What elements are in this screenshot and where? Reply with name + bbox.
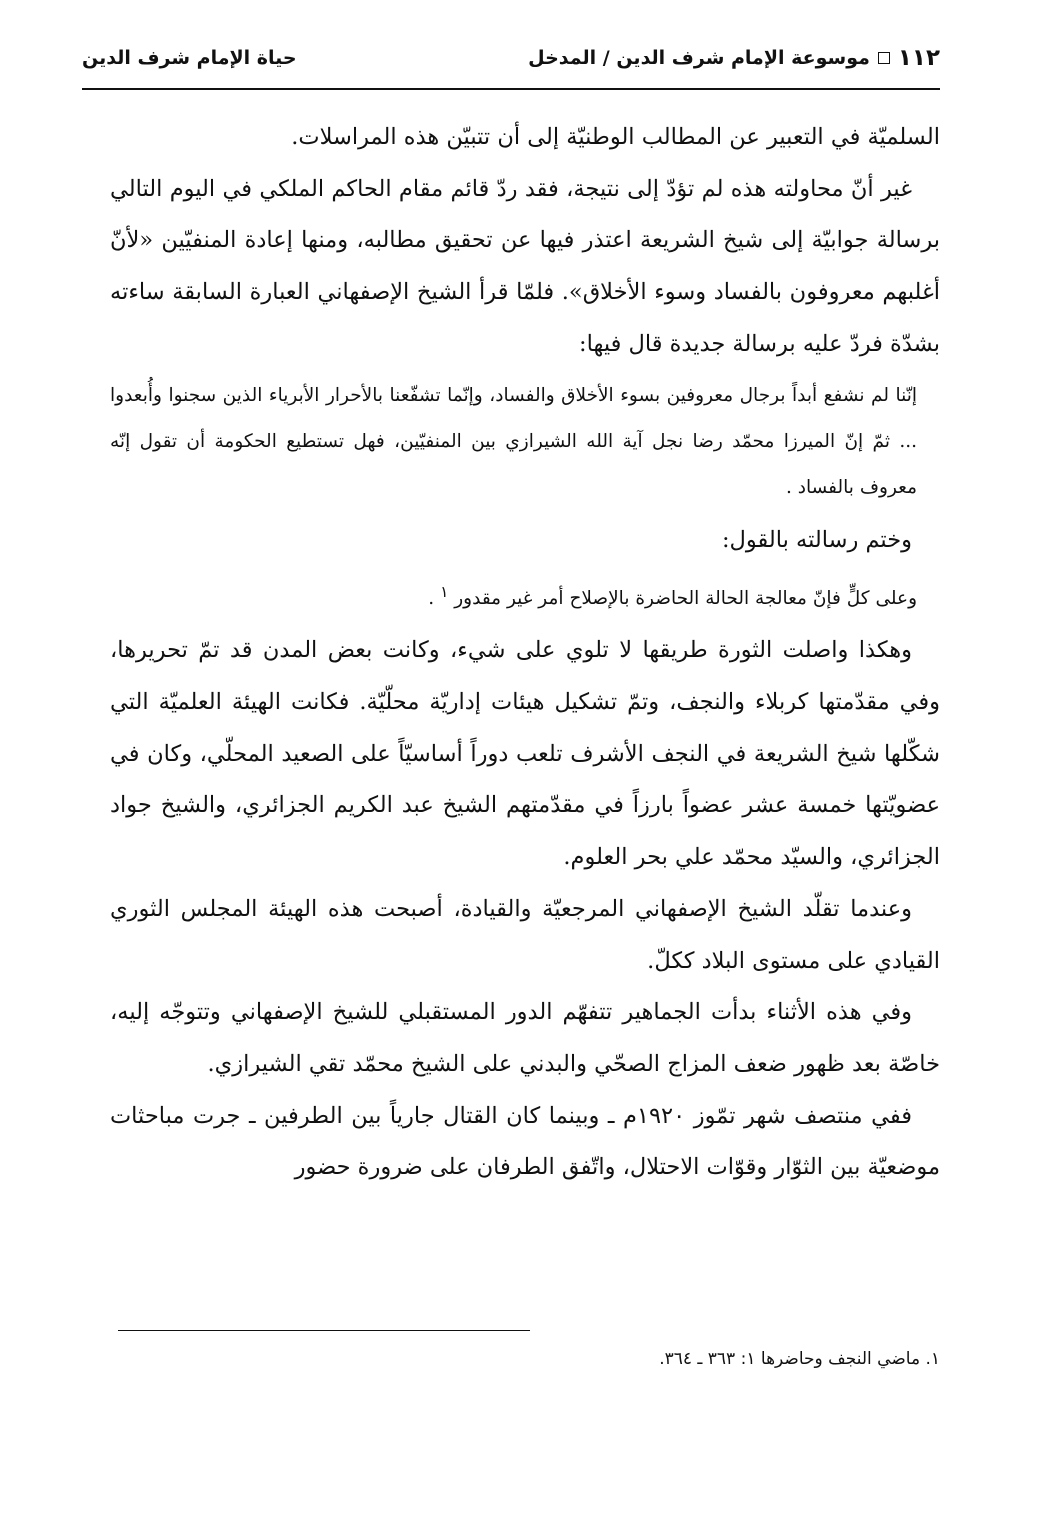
paragraph: وختم رسالته بالقول: xyxy=(721,526,912,553)
square-ornament-icon xyxy=(878,52,890,64)
paragraph: السلميّة في التعبير عن المطالب الوطنيّة إلى أن تتبيّن هذه المراسلات. xyxy=(291,124,940,150)
footnote-divider xyxy=(118,1330,530,1331)
footnote-reference: ١ xyxy=(440,583,449,602)
paragraph: وهكذا واصلت الثورة طريقها لا تلوي على شيء، وكانت بعض المدن قد تمّ تحريرها، وفي مقدّمتها كربلاء والنجف، وتمّ تشكيل هيئات إداريّة محلّيّة. فكانت الهيئة العلميّة التي شكّلها شيخ الشريعة في النجف الأشرف تلعب دوراً أساسيّاً على الصعيد المحلّي، وكان في عضويّتها خمسة عشر عضواً بارزاً في مقدّمتهم الشيخ عبد الكريم الجزائري، والشيخ جواد الجزائري، والسيّد محمّد علي بحر العلوم. xyxy=(110,637,940,871)
paragraph: غير أنّ محاولته هذه لم تؤدّ إلى نتيجة، فقد ردّ قائم مقام الحاكم الملكي في اليوم التالي برسالة جوابيّة إلى شيخ الشريعة اعتذر فيها عن تحقيق مطالبه، ومنها إعادة المنفيّين «لأنّ أغلبهم معروفون بالفساد وسوء الأخلاق». فلمّا قرأ الشيخ الإصفهاني العبارة السابقة ساءته بشدّة فردّ عليه برسالة جديدة قال فيها: xyxy=(110,175,940,357)
section-title: موسوعة الإمام شرف الدين / المدخل xyxy=(528,47,870,69)
footnote: ١. ماضي النجف وحاضرها ١: ٣٦٣ ـ ٣٦٤. xyxy=(659,1349,940,1369)
main-text xyxy=(110,112,940,1194)
block-quote: إنّنا لم نشفع أبداً برجال معروفين بسوء الأخلاق والفساد، وإنّما تشفّعنا بالأحرار الأبرياء الذين سجنوا وأُبعدوا ... ثمّ إنّ الميرزا محمّد رضا نجل آية الله الشيرازي بين المنفيّين، فهل تستطيع الحكومة أن تقول إنّه معروف بالفساد . xyxy=(110,384,917,498)
paragraph: ففي منتصف شهر تمّوز ١٩٢٠م ـ وبينما كان القتال جارياً بين الطرفين ـ جرت مباحثات موضعيّة بين الثوّار وقوّات الاحتلال، واتّفق الطرفان على ضرورة حضور xyxy=(110,1102,940,1181)
block-quote xyxy=(110,566,917,625)
header-divider xyxy=(82,88,940,90)
paragraph: وعندما تقلّد الشيخ الإصفهاني المرجعيّة والقيادة، أصبحت هذه الهيئة المجلس الثوري القيادي على مستوى البلاد ككلّ. xyxy=(110,895,940,974)
quote-end-mark: . xyxy=(428,588,435,610)
page-header xyxy=(82,38,940,78)
running-title: حياة الإمام شرف الدين xyxy=(82,47,297,69)
header-right-group xyxy=(528,45,940,71)
page-number: ١١٢ xyxy=(897,45,940,71)
paragraph: وفي هذه الأثناء بدأت الجماهير تتفهّم الدور المستقبلي للشيخ الإصفهاني وتتوجّه إليه، خاصّة بعد ظهور ضعف المزاج الصحّي والبدني على الشيخ محمّد تقي الشيرازي. xyxy=(110,999,940,1077)
quote-text: وعلى كلٍّ فإنّ معالجة الحالة الحاضرة بالإصلاح أمر غير مقدور xyxy=(454,588,917,610)
